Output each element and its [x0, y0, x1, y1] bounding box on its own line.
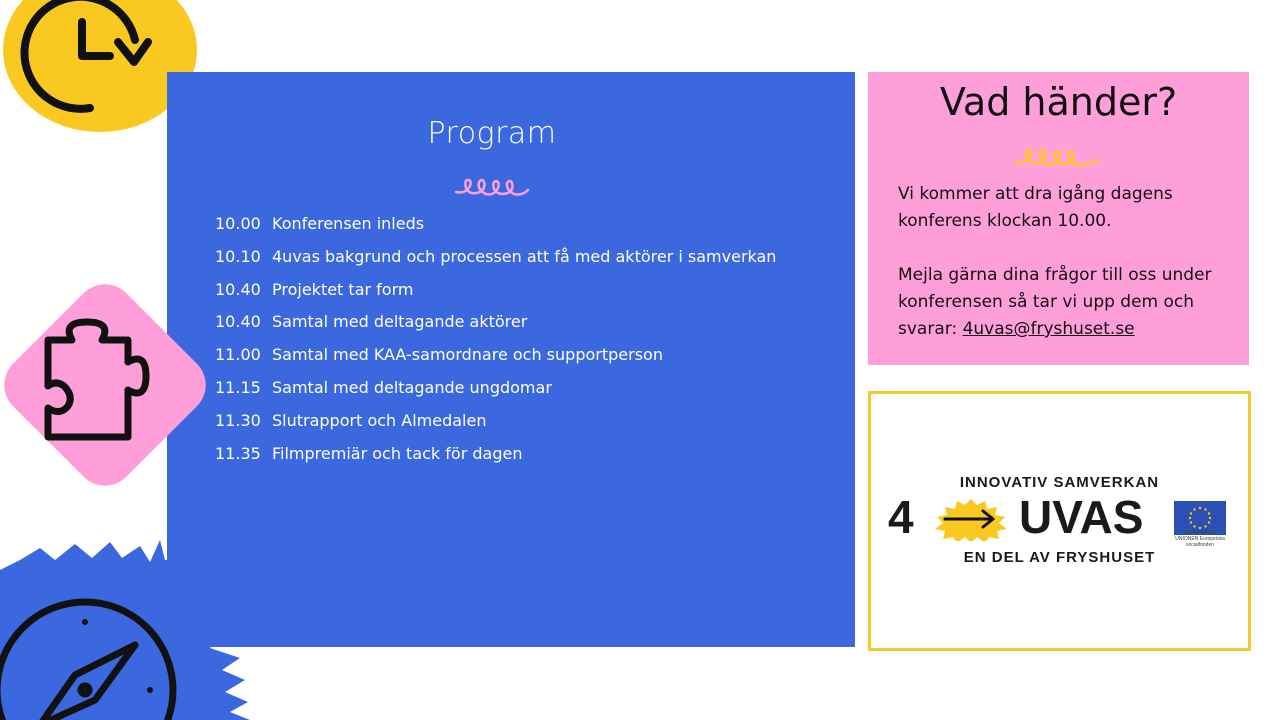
program-panel: [167, 72, 855, 647]
schedule-label: Filmpremiär och tack för dagen: [272, 443, 523, 463]
logo-bottom-text: EN DEL AV FRYSHUSET: [963, 549, 1156, 566]
schedule-label: Samtal med deltagande ungdomar: [272, 378, 552, 397]
logo-four-text: 4: [888, 491, 914, 543]
schedule-time: 11.15: [215, 378, 261, 397]
schedule-item: [215, 280, 413, 304]
schedule-time: 10.00: [215, 214, 261, 233]
schedule-time: 10.40: [215, 279, 261, 299]
schedule-label: Konferensen inleds: [272, 214, 425, 233]
schedule-time: 10.10: [215, 246, 261, 266]
schedule-label: Projektet tar form: [272, 279, 414, 299]
info-contact-text: Mejla gärna dina frågor till oss under konferensen så tar vi upp dem och svarar:: [898, 265, 1212, 339]
puzzle-decoration: [0, 280, 240, 510]
eu-label: EUROPEISKA UNIONEN Europeiska socialfonden: [1175, 530, 1225, 548]
schedule-item: [215, 444, 522, 468]
email-link[interactable]: 4uvas@fryshuset.se: [962, 319, 1135, 339]
info-paragraph-intro: Vi kommer att dra igång dagens konferens klockan 10.00.: [898, 184, 1173, 231]
schedule-item: [215, 378, 552, 402]
schedule-label: 4uvas bakgrund och processen att få med aktörer i samverkan: [272, 246, 777, 266]
swirl-decoration: [1013, 142, 1103, 172]
info-title: Vad händer?: [939, 80, 1178, 124]
schedule-item: [215, 214, 424, 238]
schedule-item: [215, 411, 486, 435]
schedule-item: [215, 247, 776, 271]
info-paragraph-contact: [898, 262, 1238, 343]
schedule-label: Samtal med KAA-samordnare och supportperson: [272, 345, 663, 365]
logo-top-text: INNOVATIV SAMVERKAN: [959, 474, 1160, 491]
compass-decoration: [0, 540, 250, 720]
schedule-label: Slutrapport och Almedalen: [272, 410, 487, 430]
logo-uvas-text: UVAS: [1019, 491, 1144, 543]
info-panel: [868, 72, 1249, 365]
schedule-item: [215, 312, 527, 336]
schedule-time: 11.00: [215, 345, 261, 365]
logo-box: [868, 391, 1251, 651]
schedule-time: 11.35: [215, 443, 261, 463]
schedule-time: 10.40: [215, 312, 261, 332]
schedule-label: Samtal med deltagande aktörer: [272, 312, 528, 332]
schedule-time: 11.30: [215, 410, 261, 430]
arrow-right-icon: [929, 497, 1013, 541]
swirl-decoration: [452, 172, 532, 202]
program-title: Program: [427, 116, 557, 151]
schedule-item: [215, 345, 663, 369]
